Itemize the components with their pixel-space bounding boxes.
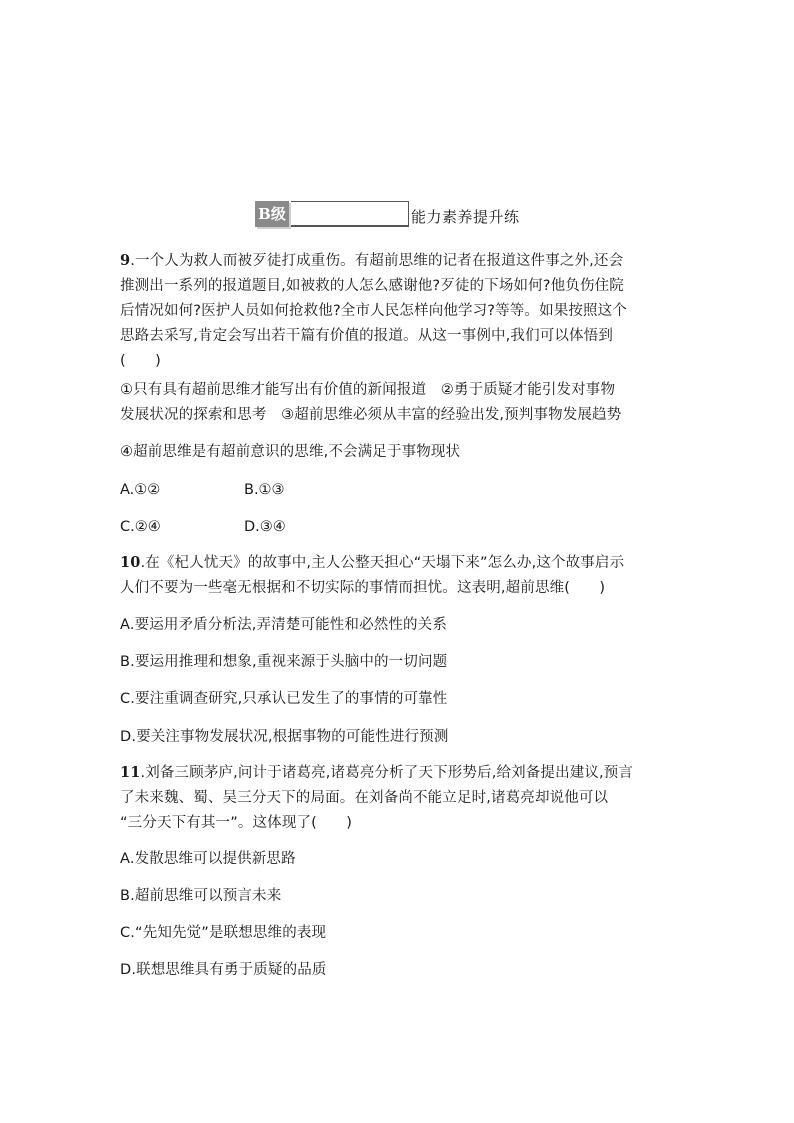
option-c[interactable]: C.②④ (120, 519, 161, 535)
question-9-line: 9.一个人为救人而被歹徒打成重伤。有超前思维的记者在报道这件事之外,还会 (120, 252, 624, 269)
question-11-line: “三分天下有其一”。这体现了( ) (120, 815, 353, 831)
question-9-line: 推测出一系列的报道题目,如被救的人怎么感谢他?歹徒的下场如何?他负伤住院 (120, 278, 624, 294)
option-b[interactable]: B.超前思维可以预言未来 (120, 888, 282, 904)
option-a[interactable]: A.①② (120, 482, 161, 498)
question-number: 11 (120, 764, 141, 781)
question-10-line: 10.在《杞人忧天》的故事中,主人公整天担心“天塌下来”怎么办,这个故事启示 (120, 554, 625, 571)
question-9-line: 思路去采写,肯定会写出若干篇有价值的报道。从这一事例中,我们可以体悟到 (120, 328, 613, 344)
question-9-stem (120, 248, 680, 374)
question-9-options-row (120, 480, 285, 500)
section-title: 能力素养提升练 (411, 208, 520, 226)
level-banner (255, 199, 520, 227)
question-11-line: 了未来魏、蜀、吴三分天下的局面。在刘备尚不能立足时,诸葛亮却说他可以 (120, 790, 609, 806)
question-number: 10 (120, 554, 141, 571)
option-d[interactable]: D.联想思维具有勇于质疑的品质 (120, 962, 327, 978)
option-c[interactable]: C.“先知先觉”是联想思维的表现 (120, 925, 327, 941)
question-10-stem (120, 550, 680, 601)
option-b[interactable]: B.①③ (244, 482, 285, 498)
option-a[interactable]: A.要运用矛盾分析法,弄清楚可能性和必然性的关系 (120, 617, 447, 633)
question-9-statement: 发展状况的探索和思考 ③超前思维必须从丰富的经验出发,预判事物发展趋势 (120, 407, 622, 423)
question-10-line: 人们不要为一些毫无根据和不切实际的事情而担忧。这表明,超前思维( ) (120, 580, 606, 596)
question-11-stem (120, 760, 680, 836)
option-c[interactable]: C.要注重调查研究,只承认已发生了的事情的可靠性 (120, 691, 448, 707)
option-d[interactable]: D.③④ (244, 519, 286, 535)
question-9-statement: ④超前思维是有超前意识的思维,不会满足于事物现状 (120, 444, 461, 460)
option-b[interactable]: B.要运用推理和想象,重视来源于头脑中的一切问题 (120, 654, 448, 670)
question-9-line: 后情况如何?医护人员如何抢救他?全市人民怎样向他学习?等等。如果按照这个 (120, 303, 627, 319)
level-box (291, 201, 409, 227)
level-badge: B级 (255, 201, 289, 227)
option-d[interactable]: D.要关注事物发展状况,根据事物的可能性进行预测 (120, 729, 449, 745)
question-number: 9 (120, 252, 131, 269)
answer-blank: ( ) (120, 353, 161, 369)
question-9-statement: ①只有具有超前思维才能写出有价值的新闻报道 ②勇于质疑才能引发对事物 (120, 382, 616, 398)
question-9-options-row (120, 517, 286, 537)
option-a[interactable]: A.发散思维可以提供新思路 (120, 851, 296, 867)
question-11-line: 11.刘备三顾茅庐,问计于诸葛亮,诸葛亮分析了天下形势后,给刘备提出建议,预言 (120, 764, 634, 781)
